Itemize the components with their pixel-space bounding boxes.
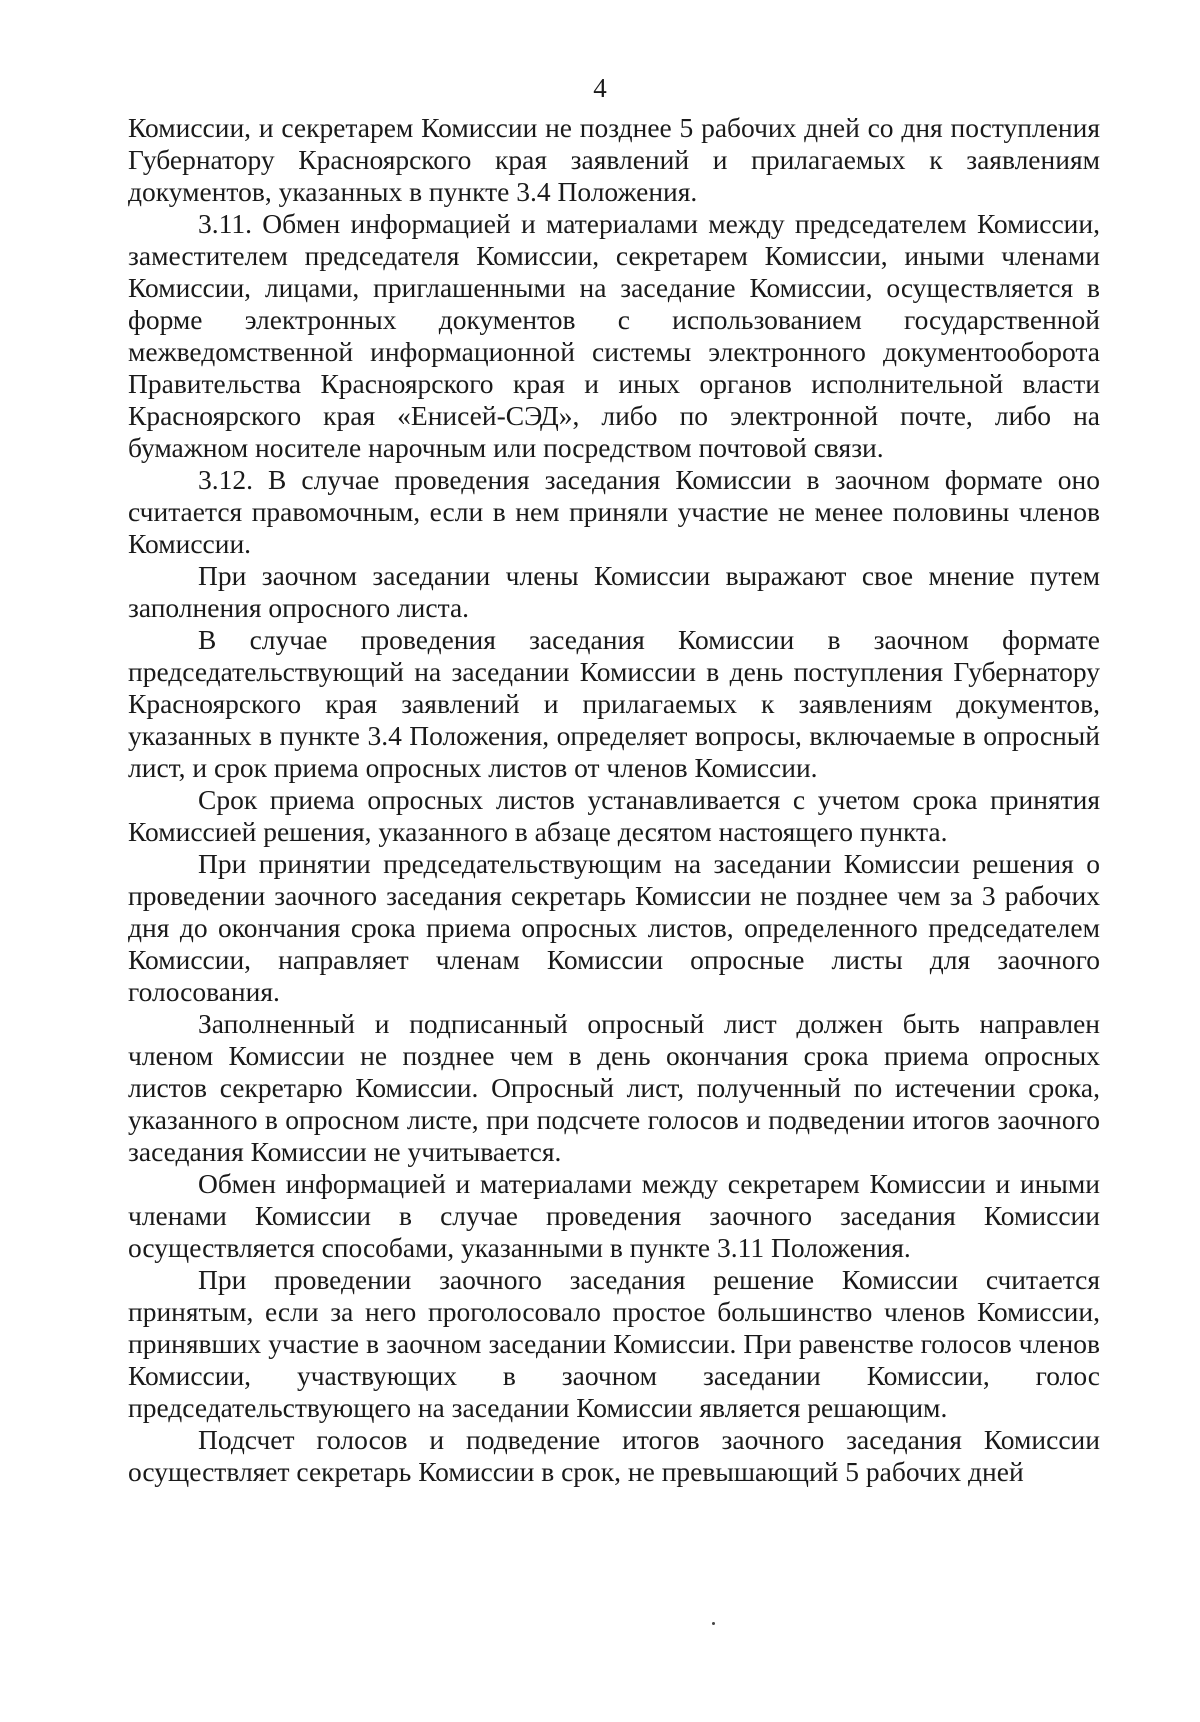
paragraph: Заполненный и подписанный опросный лист должен быть направлен членом Комиссии не позднее чем в день окончания срока приема опросных листов секретарю Комиссии. Опросный лист, полученный по истечении срока, указанного в опросном листе, при подсчете голосов и подведении итогов заочного заседания Комиссии не учитывается.: [128, 1008, 1100, 1167]
paragraph-3-12: 3.12. В случае проведения заседания Комиссии в заочном формате оно считается правомочным, если в нем приняли участие не менее половины членов Комиссии.: [128, 464, 1100, 559]
scan-speck: [712, 1622, 715, 1625]
paragraph: При проведении заочного заседания решение Комиссии считается принятым, если за него проголосовало простое большинство членов Комиссии, принявших участие в заочном заседании Комиссии. При равенстве голосов членов Комиссии, участвующих в заочном заседании Комиссии, голос председательствующего на заседании Комиссии является решающим.: [128, 1264, 1100, 1423]
paragraph: В случае проведения заседания Комиссии в заочном формате председательствующий на заседании Комиссии в день поступления Губернатору Красноярского края заявлений и прилагаемых к заявлениям документов, указанных в пункте 3.4 Положения, определяет вопросы, включаемые в опросный лист, и срок приема опросных листов от членов Комиссии.: [128, 624, 1100, 783]
page-number: 4: [593, 73, 607, 103]
paragraph-3-11: 3.11. Обмен информацией и материалами между председателем Комиссии, заместителем председателя Комиссии, секретарем Комиссии, иными членами Комиссии, лицами, приглашенными на заседание Комиссии, осуществляется в форме электронных документов с использованием государственной межведомственной информационной системы электронного документооборота Правительства Красноярского края и иных органов исполнительной власти Красноярского края «Енисей-СЭД», либо по электронной почте, либо на бумажном носителе нарочным или посредством почтовой связи.: [128, 208, 1100, 463]
paragraph: При заочном заседании члены Комиссии выражают свое мнение путем заполнения опросного листа.: [128, 560, 1100, 623]
document-body: [128, 112, 1100, 1488]
paragraph: При принятии председательствующим на заседании Комиссии решения о проведении заочного заседания секретарь Комиссии не позднее чем за 3 рабочих дня до окончания срока приема опросных листов, определенного председателем Комиссии, направляет членам Комиссии опросные листы для заочного голосования.: [128, 848, 1100, 1007]
paragraph: Обмен информацией и материалами между секретарем Комиссии и иными членами Комиссии в случае проведения заочного заседания Комиссии осуществляется способами, указанными в пункте 3.11 Положения.: [128, 1168, 1100, 1263]
paragraph-continuation: Комиссии, и секретарем Комиссии не позднее 5 рабочих дней со дня поступления Губернатору Красноярского края заявлений и прилагаемых к заявлениям документов, указанных в пункте 3.4 Положения.: [128, 112, 1100, 207]
paragraph-last: Подсчет голосов и подведение итогов заочного заседания Комиссии осуществляет секретарь Комиссии в срок, не превышающий 5 рабочих дней: [128, 1424, 1100, 1487]
paragraph: Срок приема опросных листов устанавливается с учетом срока принятия Комиссией решения, указанного в абзаце десятом настоящего пункта.: [128, 784, 1100, 847]
